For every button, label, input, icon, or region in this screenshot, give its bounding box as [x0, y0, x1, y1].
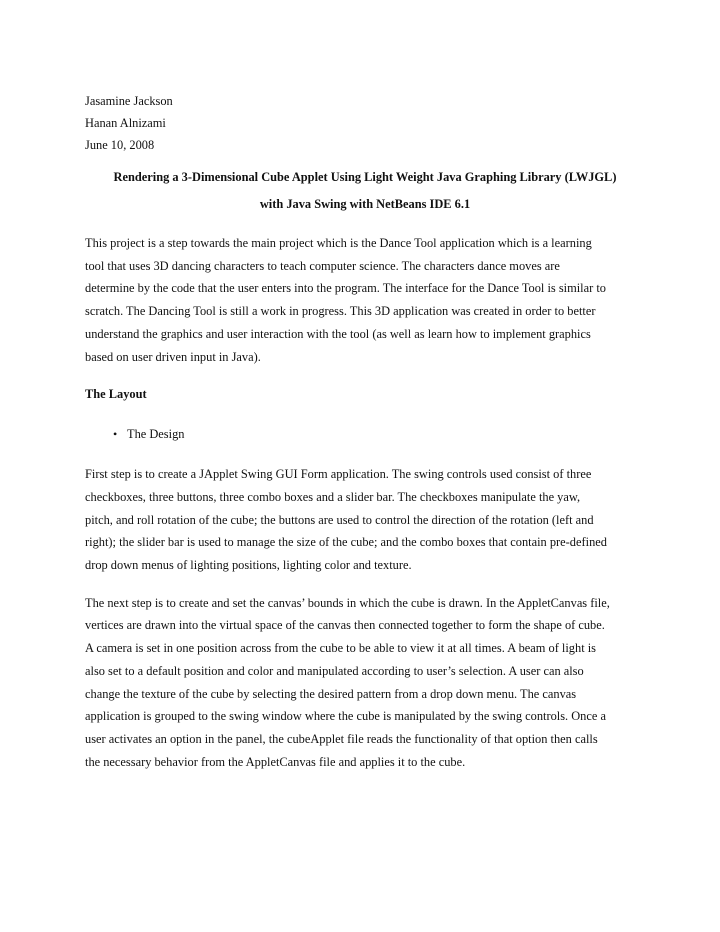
list-item [113, 423, 645, 445]
paragraph-line: First step is to create a JApplet Swing GUI Form application. The swing controls used consist of three [85, 467, 592, 482]
author-name: Jasamine Jackson [85, 94, 173, 108]
paragraph-line: understand the graphics and user interaction with the tool (as well as learn how to implement graphics [85, 326, 591, 341]
title-line: with Java Swing with NetBeans IDE 6.1 [259, 197, 471, 211]
paragraph-line: also set to a default position and color and manipulated according to user’s selection. A user can also [85, 663, 584, 678]
title-line: Rendering a 3-Dimensional Cube Applet Using Light Weight Java Graphing Library (LWJGL) [113, 170, 617, 184]
paragraph-line: The next step is to create and set the canvas’ bounds in which the cube is drawn. In the AppletCanvas file, [85, 595, 610, 610]
paragraph-line: pitch, and roll rotation of the cube; the buttons are used to control the direction of the rotation (left and [85, 512, 594, 527]
design-paragraph [85, 463, 645, 577]
paragraph-line: drop down menus of lighting positions, lighting color and texture. [85, 558, 412, 573]
author-block [85, 90, 645, 156]
paragraph-line: scratch. The Dancing Tool is still a work in progress. This 3D application was created in order to better [85, 304, 596, 319]
paragraph-line: vertices are drawn into the virtual space of the canvas then connected together to form the shape of cube. [85, 618, 605, 633]
section-heading: The Layout [85, 387, 147, 402]
paragraph-line: user activates an option in the panel, the cubeApplet file reads the functionality of that option then calls [85, 731, 598, 746]
paragraph-line: This project is a step towards the main project which is the Dance Tool application which is a learning [85, 236, 592, 250]
paragraph-line: the necessary behavior from the AppletCanvas file and applies it to the cube. [85, 754, 466, 769]
paragraph-line: change the texture of the cube by selecting the desired pattern from a drop down menu. The canvas [85, 686, 577, 701]
paragraph-line: checkboxes, three buttons, three combo boxes and a slider bar. The checkboxes manipulate the yaw, [85, 489, 581, 504]
document-body [85, 90, 645, 773]
document-title [85, 164, 645, 218]
bullet-icon: • [113, 427, 118, 442]
document-date: June 10, 2008 [85, 138, 155, 152]
canvas-paragraph [85, 592, 645, 774]
bullet-list [85, 423, 645, 445]
author-name: Hanan Alnizami [85, 116, 166, 130]
paragraph-line: determine by the code that the user enters into the program. The interface for the Dance Tool is similar to [85, 281, 606, 296]
paragraph-line: tool that uses 3D dancing characters to teach computer science. The characters dance moves are [85, 258, 560, 273]
paragraph-line: A camera is set in one position across from the cube to be able to view it at all times. A beam of light is [85, 641, 596, 656]
intro-paragraph [85, 232, 645, 368]
list-item-label: The Design [127, 427, 185, 442]
paragraph-line: application is grouped to the swing window where the cube is manipulated by the swing controls. Once a [85, 709, 606, 724]
paragraph-line: based on user driven input in Java). [85, 349, 261, 364]
paragraph-line: right); the slider bar is used to manage the size of the cube; and the combo boxes that contain pre-defined [85, 535, 607, 550]
